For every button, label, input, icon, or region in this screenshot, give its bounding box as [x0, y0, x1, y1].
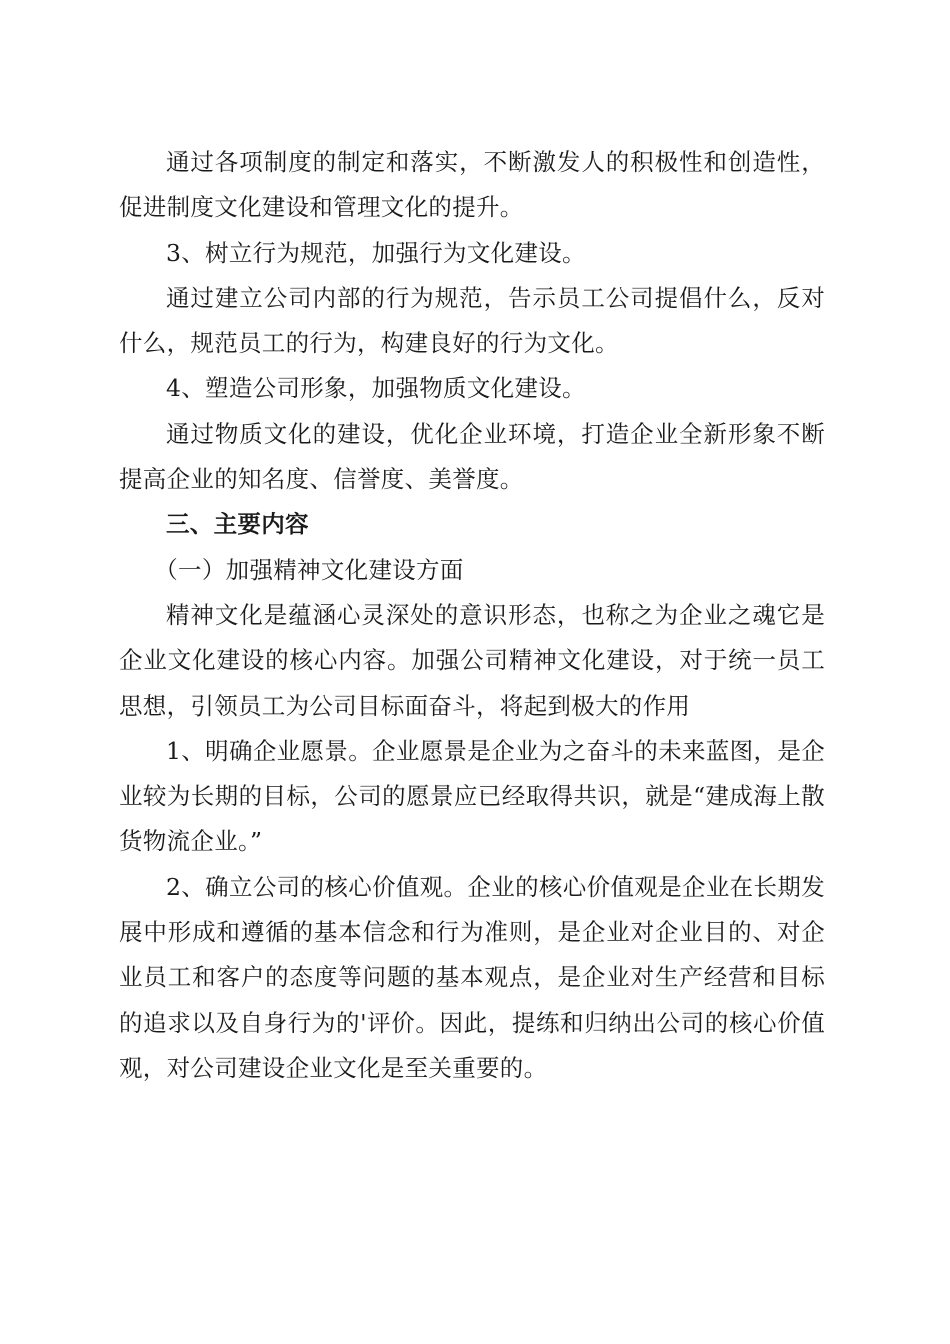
paragraph-spiritual-culture: 精神文化是蕴涵心灵深处的意识形态，也称之为企业之魂它是企业文化建设的核心内容。加强公司精神文化建设，对于统一员工思想，引领员工为公司目标面奋斗，将起到极大的作用: [119, 600, 825, 720]
paragraph-material-culture: 通过物质文化的建设，优化企业环境，打造企业全新形象不断提高企业的知名度、信誉度、美誉度。: [119, 419, 825, 494]
paragraph-behavior-culture: 通过建立公司内部的行为规范，告示员工公司提倡什么，反对什么，规范员工的行为，构建良好的行为文化。: [119, 283, 825, 358]
item-company-image: 4、塑造公司形象，加强物质文化建设。: [166, 374, 586, 403]
subsection-heading-spiritual-culture: （一）加强精神文化建设方面: [154, 555, 464, 584]
section-heading-main-content: 三、主要内容: [166, 510, 309, 539]
item-core-values: 2、确立公司的核心价值观。企业的核心价值观是企业在长期发展中形成和遵循的基本信念和行为准则，是企业对企业目的、对企业员工和客户的态度等问题的基本观点，是企业对生产经营和目标的追求以及自身行为的'评价。因此，提练和归纳出公司的核心价值观，对公司建设企业文化是至关重要的。: [119, 872, 825, 1082]
document-page: [119, 140, 825, 1091]
item-behavior-norms: 3、树立行为规范，加强行为文化建设。: [166, 238, 586, 267]
paragraph-system-culture: 通过各项制度的制定和落实，不断激发人的积极性和创造性，促进制度文化建设和管理文化的提升。: [119, 148, 825, 222]
item-enterprise-vision: 1、明确企业愿景。企业愿景是企业为之奋斗的未来蓝图，是企业较为长期的目标，公司的愿景应已经取得共识，就是“建成海上散货物流企业。”: [119, 736, 825, 856]
